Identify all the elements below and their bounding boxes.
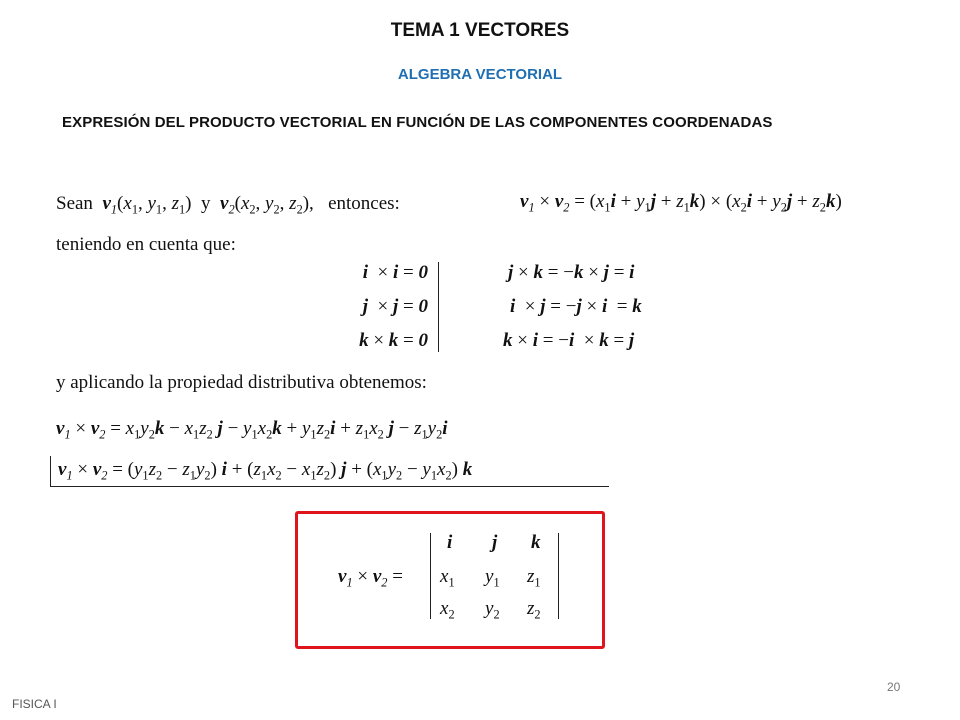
det-cell-z2: $z_2$	[527, 598, 541, 622]
identity-jj: j × j = 0	[362, 296, 428, 317]
identity-jk: j × k = −k × j = i	[508, 262, 635, 283]
determinant-left-bar	[430, 533, 431, 619]
det-cell-j: j	[492, 532, 498, 553]
identity-ki: k × i = −i × k = j	[503, 330, 635, 351]
component-result: $v_1 \times v_2 = (y_1z_2 - z_1y_2) i + (z_1x_2 - x_1z_2) j + (x_1y_2 - y_1x_2)$ k	[58, 459, 473, 483]
det-cell-i: i	[447, 532, 453, 553]
det-cell-x2: $x_2$	[440, 598, 455, 622]
identity-ij: i × j = −j × i = k	[510, 296, 642, 317]
det-cell-x1: $x_1$	[440, 566, 455, 590]
det-cell-z1: $z_1$	[527, 566, 541, 590]
intro-y: y	[201, 193, 211, 214]
footer-course: FISICA I	[12, 697, 57, 711]
identity-ii: i × i = 0	[362, 262, 428, 283]
page-subtitle: ALGEBRA VECTORIAL	[397, 66, 563, 83]
det-cell-y1: $y_1$	[485, 566, 500, 590]
determinant-lhs: $v_1 \times v_2$ =	[338, 566, 403, 590]
section-heading: EXPRESIÓN DEL PRODUCTO VECTORIAL EN FUNCIÓN DE LAS COMPONENTES COORDENADAS	[62, 114, 773, 131]
page-number: 20	[887, 680, 901, 694]
det-cell-k: k	[531, 532, 541, 553]
teniendo-text: teniendo en cuenta que:	[56, 234, 236, 255]
intro-entonces: entonces:	[328, 193, 400, 214]
determinant-right-bar	[558, 533, 559, 619]
identities-divider	[438, 262, 439, 352]
det-cell-y2: $y_2$	[485, 598, 500, 622]
intro-line: Sean $v_1(x_1$, $y_1$, $z_1$) y $v_2(x_2$, $y_2$, $z_2$), entonces:	[56, 193, 400, 217]
aplicando-text: y aplicando la propiedad distributiva obtenemos:	[56, 372, 427, 393]
cross-product-expansion: $v_1 \times v_2 = (x_1i + y_1j + z_1k) \times (x_2i + y_2j + z_2k)$	[520, 191, 842, 215]
distributive-expansion: $v_1 \times v_2 = x_1y_2k - x_1z_2$ $j - y_1x_2k + y_1z_2i + z_1x_2$ $j - z_1y_2i$	[56, 418, 448, 442]
intro-sean: Sean	[56, 193, 93, 214]
identity-kk: k × k = 0	[359, 330, 428, 351]
page-title: TEMA 1 VECTORES	[390, 20, 570, 41]
